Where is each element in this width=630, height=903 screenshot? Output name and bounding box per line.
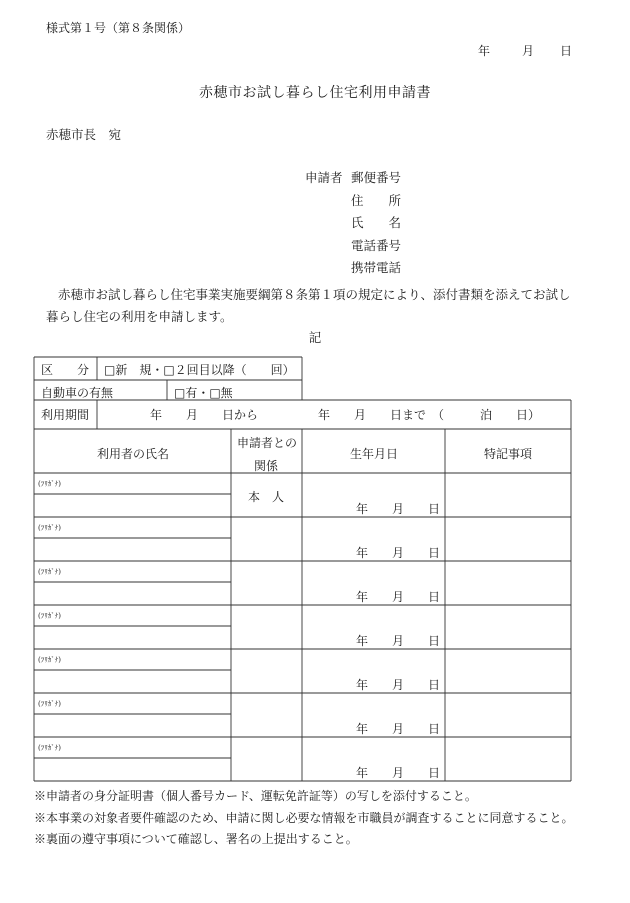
applicant-field: 住 所 [351, 192, 402, 208]
category-label: 区 分 [41, 363, 90, 377]
note-item: ※本事業の対象者要件確認のため、申請に関し必要な情報を市職員が調査することに同意すること。 [34, 810, 574, 825]
applicant-label: 申請者 [305, 170, 343, 185]
header-relation-line2: 関係 [254, 459, 279, 473]
category-options[interactable]: □新 規・□２回目以降（ 回） [104, 363, 295, 377]
car-options[interactable]: □有・□無 [174, 386, 233, 400]
birth-date-field[interactable]: 年 月 日 [356, 766, 441, 780]
furigana-label: (ﾌﾘｶﾞﾅ) [38, 656, 61, 664]
date-day: 日 [559, 44, 572, 58]
self-relation: 本 人 [248, 490, 285, 504]
birth-date-field[interactable]: 年 月 日 [356, 546, 441, 560]
addressee: 赤穂市長 宛 [46, 127, 122, 142]
furigana-label: (ﾌﾘｶﾞﾅ) [38, 744, 61, 752]
ki-heading: 記 [308, 330, 322, 345]
applicant-block [305, 167, 401, 280]
applicant-field: 郵便番号 [351, 170, 402, 185]
user-name-field[interactable] [36, 672, 229, 691]
car-label: 自動車の有無 [41, 386, 114, 400]
document-title: 赤穂市お試し暮らし住宅利用申請書 [199, 85, 431, 101]
user-name-field[interactable] [36, 716, 229, 735]
date-month: 月 [521, 44, 534, 58]
form-number: 様式第１号（第８条関係） [46, 21, 191, 35]
header-name: 利用者の氏名 [97, 447, 170, 461]
notes-block [34, 786, 574, 851]
applicant-field: 電話番号 [351, 237, 402, 253]
user-name-field[interactable] [36, 628, 229, 647]
period-value[interactable]: 年 月 日から 年 月 日まで （ 泊 日） [150, 408, 541, 422]
birth-date-field[interactable]: 年 月 日 [356, 502, 441, 516]
birth-date-field[interactable]: 年 月 日 [356, 722, 441, 736]
period-label: 利用期間 [41, 408, 90, 422]
furigana-label: (ﾌﾘｶﾞﾅ) [38, 480, 61, 488]
note-item: ※申請者の身分証明書（個人番号カード、運転免許証等）の写しを添付すること。 [34, 789, 477, 803]
user-name-field[interactable] [36, 540, 229, 559]
date-line [478, 42, 572, 59]
furigana-label: (ﾌﾘｶﾞﾅ) [38, 612, 61, 620]
date-year: 年 [477, 44, 490, 58]
header-relation-line1: 申請者との [237, 436, 298, 450]
note-item: ※裏面の遵守事項について確認し、署名の上提出すること。 [34, 832, 358, 846]
user-name-field[interactable] [36, 760, 229, 779]
user-name-field[interactable] [36, 584, 229, 603]
applicant-field: 携帯電話 [351, 260, 402, 276]
body-text: 赤穂市お試し暮らし住宅事業実施要綱第８条第１項の規定により、添付書類を添えてお試し暮らし住宅の利用を申請します。 [46, 287, 571, 324]
birth-date-field[interactable]: 年 月 日 [356, 590, 441, 604]
birth-date-field[interactable]: 年 月 日 [356, 678, 441, 692]
furigana-label: (ﾌﾘｶﾞﾅ) [38, 524, 61, 532]
birth-date-field[interactable]: 年 月 日 [356, 634, 441, 648]
header-birth: 生年月日 [350, 447, 399, 461]
header-notes: 特記事項 [484, 447, 533, 461]
furigana-label: (ﾌﾘｶﾞﾅ) [38, 568, 61, 576]
furigana-label: (ﾌﾘｶﾞﾅ) [38, 700, 61, 708]
applicant-field: 氏 名 [351, 215, 402, 231]
user-name-field[interactable] [36, 496, 229, 515]
